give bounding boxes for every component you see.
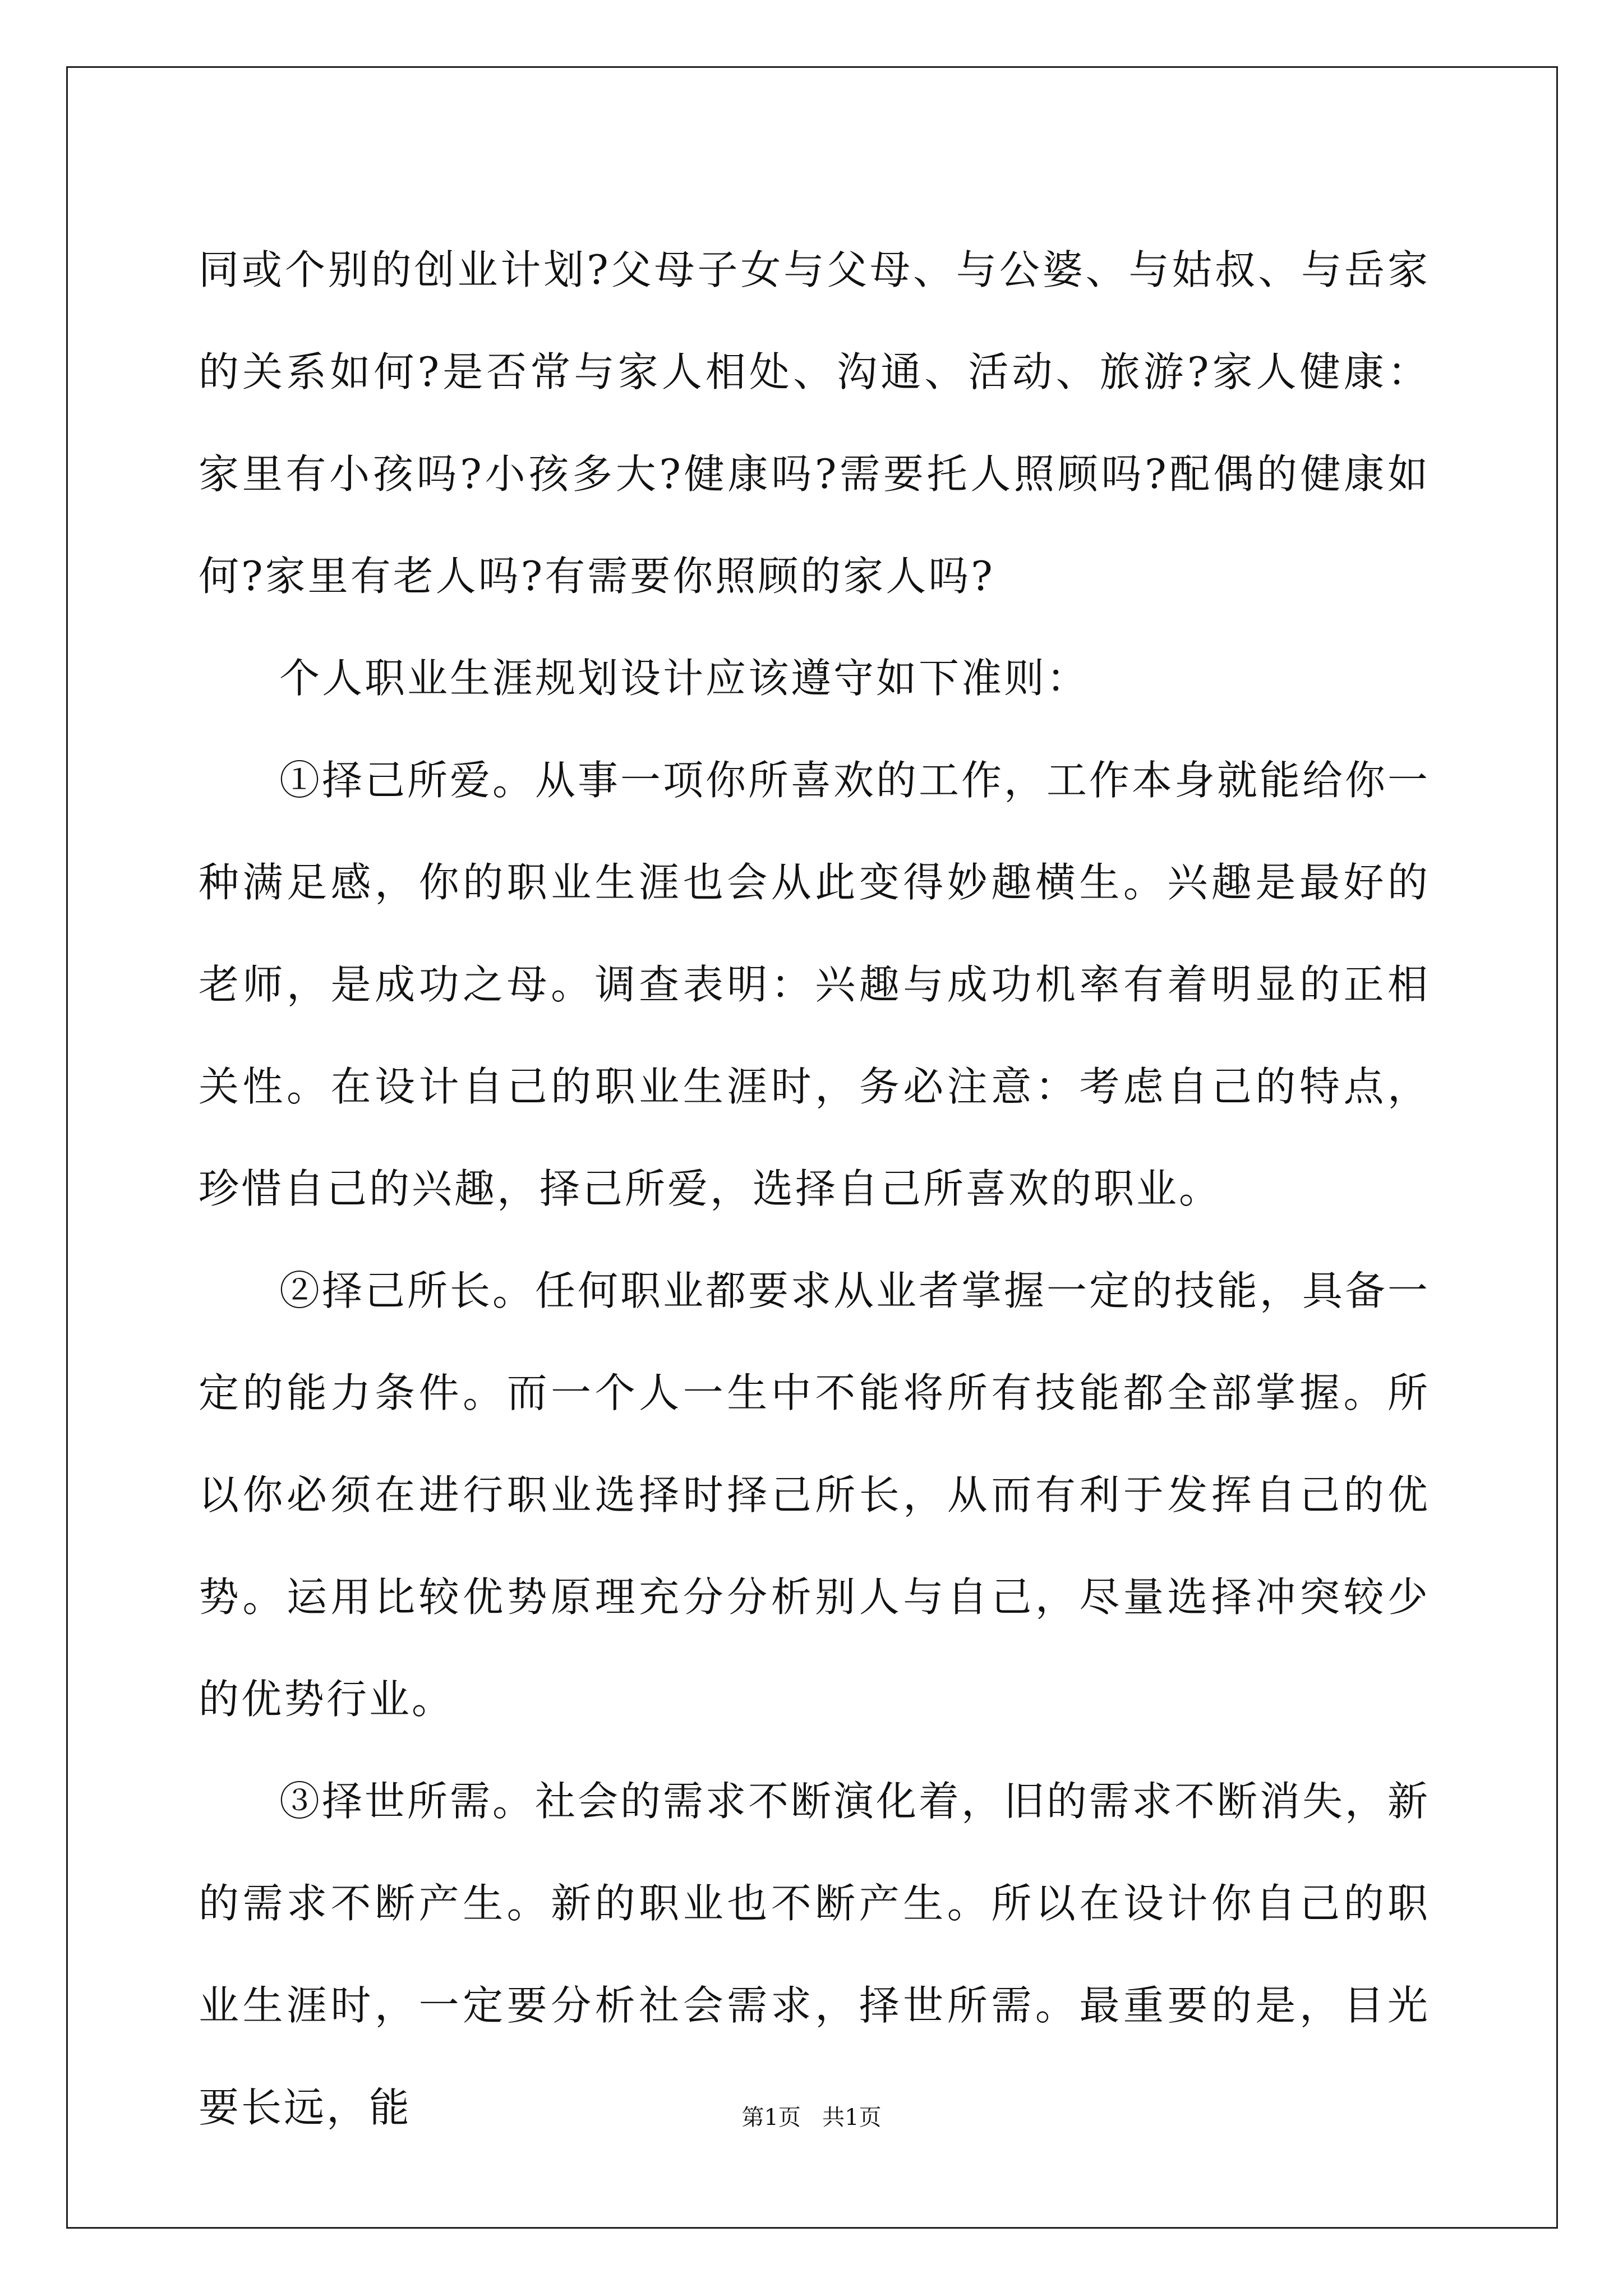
page-footer <box>0 2101 1623 2134</box>
paragraph-principle-3: ③择世所需。社会的需求不断演化着，旧的需求不断消失，新的需求不断产生。新的职业也不断产生。所以在设计你自己的职业生涯时，一定要分析社会需求，择世所需。最重要的是，目光要长远，能 <box>199 1778 1431 2131</box>
paragraph-principle-1: ①择己所爱。从事一项你所喜欢的工作，工作本身就能给你一种满足感，你的职业生涯也会从此变得妙趣横生。兴趣是最好的老师，是成功之母。调查表明：兴趣与成功机率有着明显的正相关性。在设计自己的职业生涯时，务必注意：考虑自己的特点，珍惜自己的兴趣，择己所爱，选择自己所喜欢的职业。 <box>199 757 1431 1212</box>
page-total: 共1页 <box>822 2105 882 2131</box>
paragraph-principle-2: ②择己所长。任何职业都要求从业者掌握一定的技能，具备一定的能力条件。而一个人一生中不能将所有技能都全部掌握。所以你必须在进行职业选择时择己所长，从而有利于发挥自己的优势。运用比较优势原理充分分析别人与自己，尽量选择冲突较少的优势行业。 <box>199 1267 1431 1723</box>
footer-separator <box>801 2105 822 2131</box>
paragraph-family-situation: 同或个别的创业计划?父母子女与父母、与公婆、与姑叔、与岳家的关系如何?是否常与家人相处、沟通、活动、旅游?家人健康：家里有小孩吗?小孩多大?健康吗?需要托人照顾吗?配偶的健康如何?家里有老人吗?有需要你照顾的家人吗? <box>199 246 1430 600</box>
document-body <box>199 219 1430 2159</box>
paragraph-principles-intro: 个人职业生涯规划设计应该遵守如下准则： <box>279 655 1090 702</box>
page-number: 第1页 <box>741 2105 801 2131</box>
